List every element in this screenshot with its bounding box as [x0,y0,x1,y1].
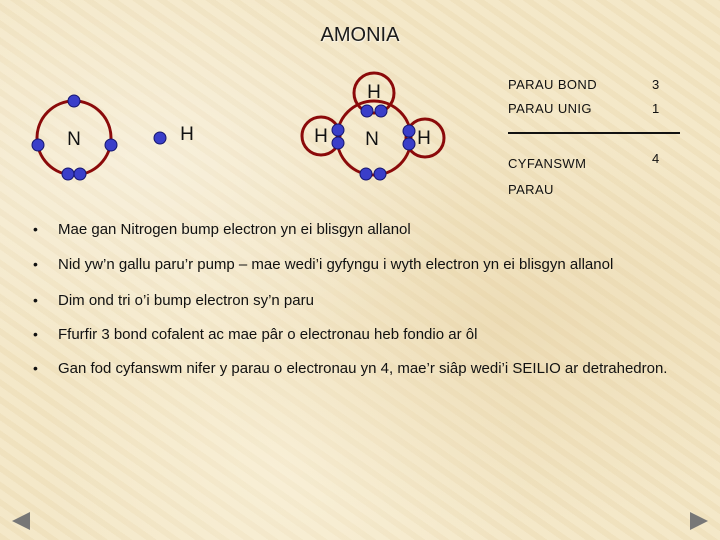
table-label-lone-pairs: PARAU UNIG [508,101,592,116]
molecule-label-n: N [365,129,379,150]
electron [403,138,415,150]
electron [332,137,344,149]
table-value-total-pairs: 4 [652,151,660,166]
electron [374,168,386,180]
electron [403,125,415,137]
slide-title: AMONIA [320,24,400,46]
nitrogen-atom-label: N [67,129,81,150]
hydrogen-electron [154,132,166,144]
bullet-point: • Gan fod cyfanswm nifer y parau o electronau yn 4, mae’r siâp wedi’i SEILIO ar detrahedron. [28,354,678,383]
electron [62,168,74,180]
electron [360,168,372,180]
table-value-lone-pairs: 1 [652,101,660,116]
table-value-bond-pairs: 3 [652,77,660,92]
electron [68,95,80,107]
bullet-point: • Mae gan Nitrogen bump electron yn ei blisgyn allanol [28,215,678,244]
table-divider [508,132,680,134]
molecule-label-top-h: H [367,82,381,103]
triangle-left-icon[interactable] [12,512,30,530]
table-label-bond-pairs: PARAU BOND [508,77,597,92]
electron [32,139,44,151]
molecule-label-right-h: H [417,128,431,149]
triangle-right-icon[interactable] [690,512,708,530]
hydrogen-atom-label: H [180,124,194,145]
electron [332,124,344,136]
electron [74,168,86,180]
molecule-label-left-h: H [314,126,328,147]
bullet-list [28,215,678,383]
table-label-total-pairs: CYFANSWM PARAU [508,156,587,197]
electron [105,139,117,151]
electron [361,105,373,117]
bullet-point: • Dim ond tri o’i bump electron sy’n paru [28,286,678,315]
electron [375,105,387,117]
bullet-point: • Ffurfir 3 bond cofalent ac mae pâr o electronau heb fondio ar ôl [28,320,678,349]
bullet-point: • Nid yw’n gallu paru’r pump – mae wedi’i gyfyngu i wyth electron yn ei blisgyn allanol [28,250,678,279]
